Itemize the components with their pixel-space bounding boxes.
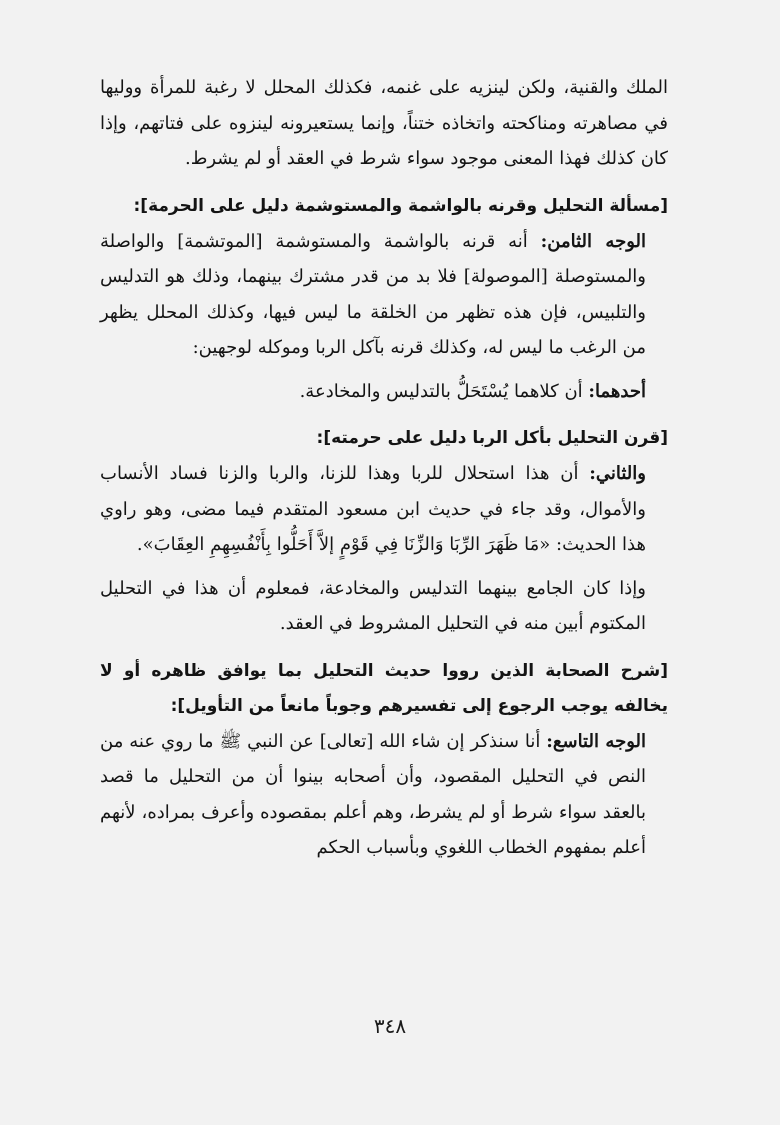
paragraph-text: أن كلاهما يُسْتَحَلُّ بالتدليس والمخادعة. bbox=[299, 380, 589, 402]
paragraph-text: أنا سنذكر إن شاء الله [تعالى] عن النبي ﷺ ما روي عنه من النص في التحليل المقصود، وأن أصحابه بينوا أن من التحليل ما قصد بالعقد سواء شرط أو لم يشرط، وهم أعلم بمقصوده وأعرف بمراده، لأنهم أعلم بمفهوم الخطاب اللغوي وبأسباب الحكم bbox=[100, 730, 646, 858]
page-body bbox=[100, 70, 668, 866]
paragraph-continuation: الملك والقنية، ولكن لينزيه على غنمه، فكذلك المحلل لا رغبة للمرأة ووليها في مصاهرته ومناكحته واتخاذه ختناً، وإنما يستعيرونه لينزوه على فتاتهم، وإذا كان كذلك فهذا المعنى موجود سواء شرط في العقد أو لم يشرط. bbox=[100, 77, 668, 169]
paragraph-lead: الوجه الثامن: bbox=[540, 230, 646, 252]
section-heading-3: [شرح الصحابة الذين رووا حديث التحليل بما يوافق ظاهره أو لا يخالفه يوجب الرجوع إلى تفسيرهم وجوباً مانعاً من التأويل]: bbox=[100, 660, 668, 716]
paragraph-ninth-aspect bbox=[100, 724, 668, 866]
paragraph-text: أنه قرنه بالواشمة والمستوشمة [الموتشمة] والواصلة والمستوصلة [الموصولة] فلا بد من قدر مشترك بينهما، وذلك هو التدليس والتلبيس، فإن هذه تظهر من الخلقة ما ليس فيها، وكذلك المحلل يظهر من الرغب ما ليس له، وكذلك قرنه بآكل الربا وموكله لوجهين: bbox=[100, 230, 646, 358]
section-heading-2: [قرن التحليل بأكل الربا دليل على حرمته]: bbox=[316, 428, 668, 448]
paragraph-text: أن هذا استحلال للربا وهذا للزنا، والربا والزنا فساد الأنساب والأموال، وقد جاء في حديث ابن مسعود المتقدم فيما مضى، وهو راوي هذا الحديث: «مَا ظَهَرَ الرِّبَا وَالزِّنَا فِي قَوْمٍ إلاَّ أَحَلُّوا بِأَنْفُسِهِمِ العِقَابَ». bbox=[100, 463, 646, 555]
paragraph-lead: والثاني: bbox=[589, 463, 646, 484]
page-number: ٣٤٨ bbox=[373, 1014, 407, 1038]
paragraph-conclusion: وإذا كان الجامع بينهما التدليس والمخادعة، فمعلوم أن هذا في التحليل المكتوم أبين منه في التحليل المشروط في العقد. bbox=[100, 577, 646, 634]
paragraph-first-reason bbox=[100, 374, 668, 410]
paragraph-lead: الوجه التاسع: bbox=[546, 730, 646, 752]
paragraph-second-reason bbox=[100, 456, 668, 563]
section-heading-1: [مسألة التحليل وقرنه بالواشمة والمستوشمة دليل على الحرمة]: bbox=[133, 195, 668, 216]
paragraph-lead: أحدهما: bbox=[588, 380, 646, 402]
paragraph-eighth-aspect bbox=[100, 224, 668, 366]
